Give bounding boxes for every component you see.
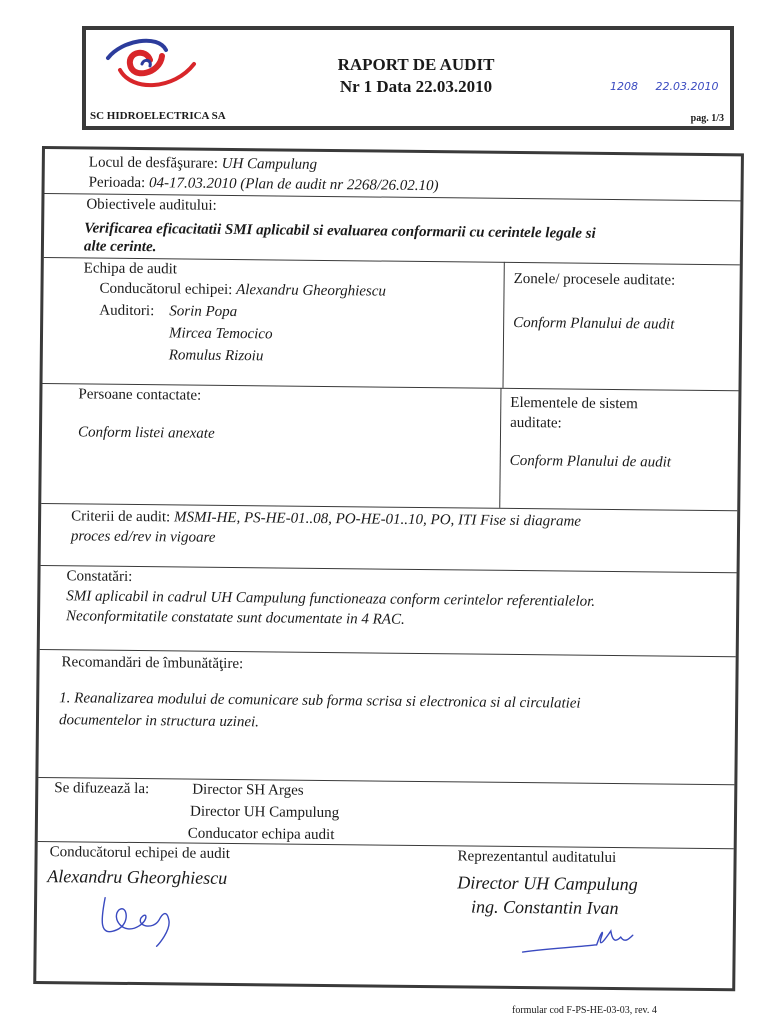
criteria-value-line-2: proces ed/rev in vigoare [70, 528, 216, 546]
column-divider [499, 388, 501, 508]
audit-report-form [33, 146, 744, 991]
auditee-representative-name: ing. Constantin Ivan [470, 896, 619, 919]
audit-leader-signature-icon [97, 890, 188, 951]
period-label: Perioada: [88, 174, 146, 192]
report-header [82, 26, 734, 130]
audit-leader-signature-name: Alexandru Gheorghiescu [47, 866, 228, 888]
system-elements-label-line-1: Elementele de sistem [510, 394, 638, 413]
period-value: 04-17.03.2010 (Plan de audit nr 2268/26.02.10) [148, 175, 439, 195]
recommendations-line-2: documentelor in structura uzinei. [58, 712, 260, 731]
distribution-label: Se difuzează la: [54, 780, 150, 798]
distribution-recipient: Director SH Arges [192, 781, 304, 799]
divider [41, 565, 737, 573]
recommendations-label: Recomandări de îmbunătăţire: [61, 654, 244, 673]
system-elements-value: Conform Planului de audit [509, 452, 672, 471]
company-name: SC HIDROELECTRICA SA [90, 110, 226, 122]
zones-value: Conform Planului de audit [513, 314, 675, 333]
objectives-line-1: Verificarea eficacitatii SMI aplicabil si evaluarea conformarii cu cerintele legale si [84, 220, 596, 242]
location-row [89, 153, 317, 174]
period-row [89, 173, 439, 196]
team-leader-row [99, 280, 386, 302]
auditee-representative-role: Director UH Campulung [457, 872, 638, 895]
objectives-line-2: alte cerinte. [83, 238, 157, 256]
report-number-date: Nr 1 Data 22.03.2010 [339, 77, 493, 96]
contacts-value: Conform listei anexate [77, 424, 215, 442]
auditor-name: Mircea Temocico [168, 325, 273, 343]
contacts-label: Persoane contactate: [78, 386, 202, 404]
findings-label: Constatări: [66, 568, 133, 585]
auditors-label: Auditori: [99, 302, 155, 320]
recommendations-line-1: 1. Reanalizarea modului de comunicare sub forma scrisa si electronica si al circulatiei [59, 690, 581, 712]
page-number: pag. 1/3 [690, 113, 724, 124]
objectives-label: Obiectivele auditului: [86, 196, 217, 214]
criteria-label: Criterii de audit: [71, 508, 171, 526]
audit-leader-signature-label: Conducătorul echipei de audit [49, 844, 231, 863]
auditor-name: Sorin Popa [169, 303, 238, 321]
location-label: Locul de desfăşurare: [88, 154, 219, 172]
location-value: UH Campulung [221, 155, 318, 173]
distribution-recipient: Conducator echipa audit [187, 825, 335, 844]
report-title-block [266, 54, 566, 98]
audit-team-label: Echipa de audit [83, 260, 178, 278]
report-title: RAPORT DE AUDIT [337, 55, 495, 74]
team-leader-label: Conducătorul echipei: [99, 280, 233, 299]
findings-line-2: Neconformitatile constatate sunt documentate in 4 RAC. [65, 608, 405, 628]
handwritten-registration-note: 1208 22.03.2010 [610, 80, 719, 93]
system-elements-label-line-2: auditate: [510, 414, 562, 432]
auditee-representative-label: Reprezentantul auditatului [457, 848, 617, 867]
zones-label: Zonele/ procesele auditate: [513, 270, 676, 289]
distribution-recipient: Director UH Campulung [189, 803, 340, 822]
team-leader-name: Alexandru Gheorghiescu [236, 282, 387, 300]
form-code: formular cod F-PS-HE-03-03, rev. 4 [512, 1005, 657, 1016]
column-divider [502, 262, 504, 388]
findings-line-1: SMI aplicabil in cadrul UH Campulung functioneaza conform cerintelor referentialelor. [66, 588, 596, 610]
auditee-signature-icon [521, 922, 641, 959]
company-logo-icon [102, 34, 198, 92]
auditor-name: Romulus Rizoiu [168, 347, 264, 365]
criteria-value-line-1: MSMI-HE, PS-HE-01..08, PO-HE-01..10, PO, ITI Fise si diagrame [173, 509, 582, 530]
